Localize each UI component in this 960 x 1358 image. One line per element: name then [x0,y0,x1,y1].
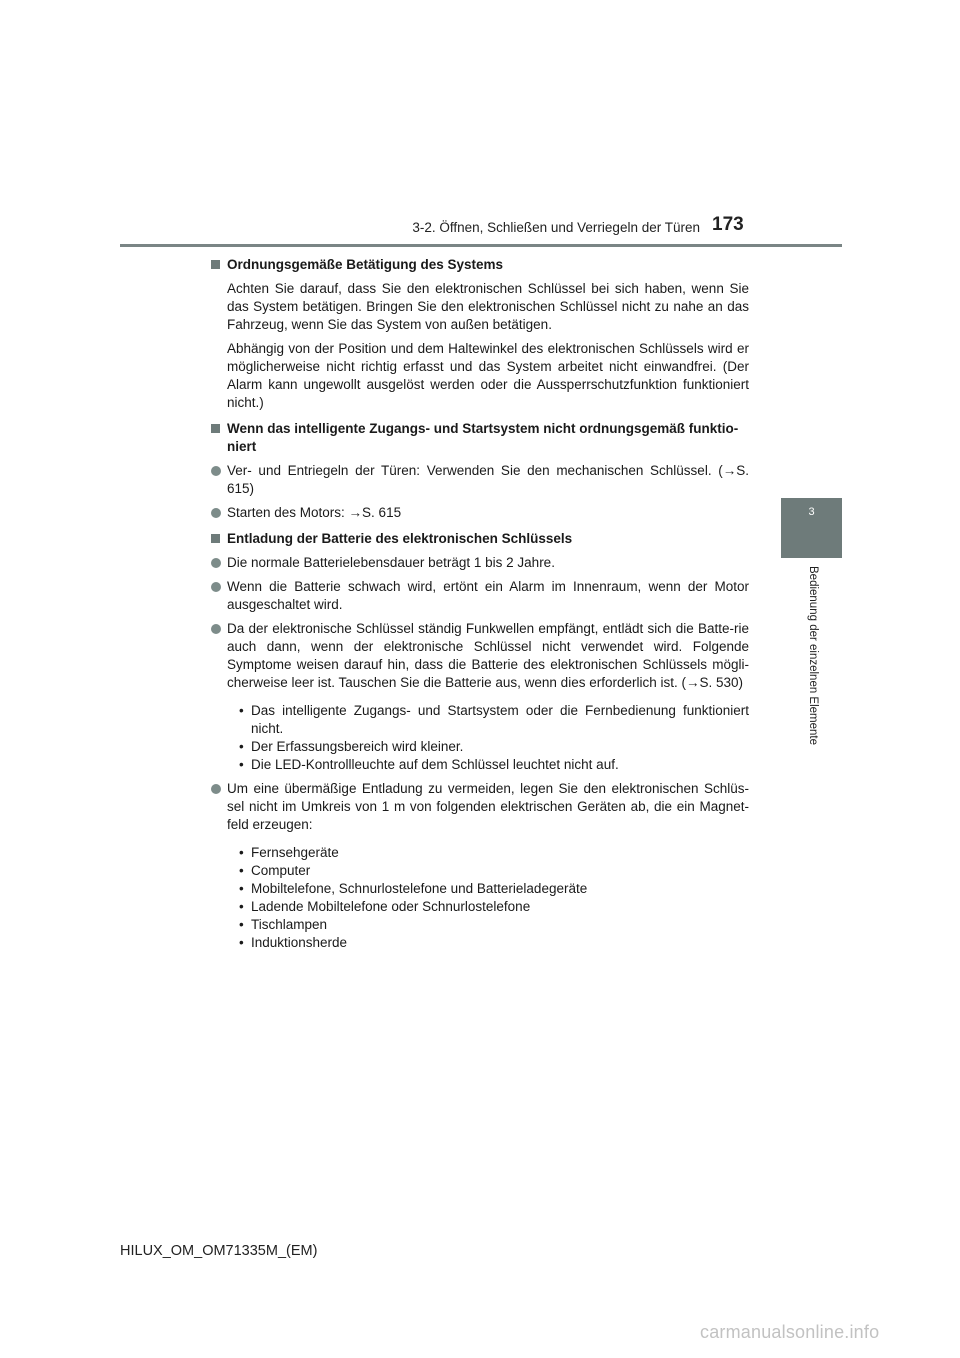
bullet-item: Ver- und Entriegeln der Türen: Verwenden Sie den mechanischen Schlüssel. (→S. 615) [211,462,749,498]
paragraph: Achten Sie darauf, dass Sie den elektronischen Schlüssel bei sich haben, wenn Sie das System betätigen. Bringen Sie den elektronischen Schlüssel nicht zu nahe an das Fahrzeug, wenn Sie das System von außen betätigen. [227,281,749,332]
watermark-logo: carmanualsonline.info [700,1322,880,1342]
paragraph: Abhängig von der Position und dem Haltewinkel des elektronischen Schlüssels wird er möglicherweise nicht richtig erfasst und das System arbeitet nicht einwandfrei. (Der Alarm kann ungewollt ausgelöst werden oder die Aussperrschutzfunktion funktioniert nicht.) [227,341,749,410]
list-item: • Mobiltelefone, Schnurlostelefone und Batterieladegeräte [239,880,749,898]
bullet-item: Da der elektronische Schlüssel ständig Funkwellen empfängt, entlädt sich die Batte-rie auch dann, wenn der elektronische Schlüssel nicht verwendet wird. Folgende Symptome weisen darauf hin, dass die Batterie des elektronischen Schlüssels mögli-cherweise leer ist. Tauschen Sie die Batterie aus, wenn dies erforderlich ist. (→S. 530) [211,620,749,692]
section-heading-operation: Ordnungsgemäße Betätigung des Systems [211,256,749,274]
chapter-number: 3 [808,506,815,518]
document-code: HILUX_OM_OM71335M_(EM) [120,1243,318,1259]
section-heading-malfunction: Wenn das intelligente Zugangs- und Startsystem nicht ordnungsgemäß funktio-niert [211,420,749,456]
section-title: 3-2. Öffnen, Schließen und Verriegeln der Türen [412,220,700,235]
chapter-label: Bedienung der einzelnen Elemente [807,566,819,746]
list-item: • Die LED-Kontrollleuchte auf dem Schlüssel leuchtet nicht auf. [239,756,749,774]
list-item: • Induktionsherde [239,934,749,952]
list-item: • Computer [239,862,749,880]
bullet-item: Wenn die Batterie schwach wird, ertönt ein Alarm im Innenraum, wenn der Motor ausgeschaltet wird. [211,578,749,614]
page-number: 173 [712,214,744,235]
section-heading-battery: Entladung der Batterie des elektronischen Schlüssels [211,530,749,548]
symptom-list [211,702,749,774]
list-item: • Der Erfassungsbereich wird kleiner. [239,738,749,756]
device-list [211,844,749,952]
list-item: • Das intelligente Zugangs- und Startsystem oder die Fernbedienung funktioniert nicht. [239,702,749,738]
list-item: • Tischlampen [239,916,749,934]
bullet-item: Die normale Batterielebensdauer beträgt 1 bis 2 Jahre. [211,554,749,572]
list-item: • Fernsehgeräte [239,844,749,862]
list-item: • Ladende Mobiltelefone oder Schnurlostelefone [239,898,749,916]
bullet-item: Starten des Motors: →S. 615 [211,504,749,522]
chapter-tab[interactable] [781,498,842,558]
page-content [211,256,749,952]
header-divider [120,244,842,247]
bullet-item: Um eine übermäßige Entladung zu vermeiden, legen Sie den elektronischen Schlüs-sel nicht im Umkreis von 1 m von folgenden elektrischen Geräten ab, die ein Magnet-feld erzeugen: [211,780,749,834]
